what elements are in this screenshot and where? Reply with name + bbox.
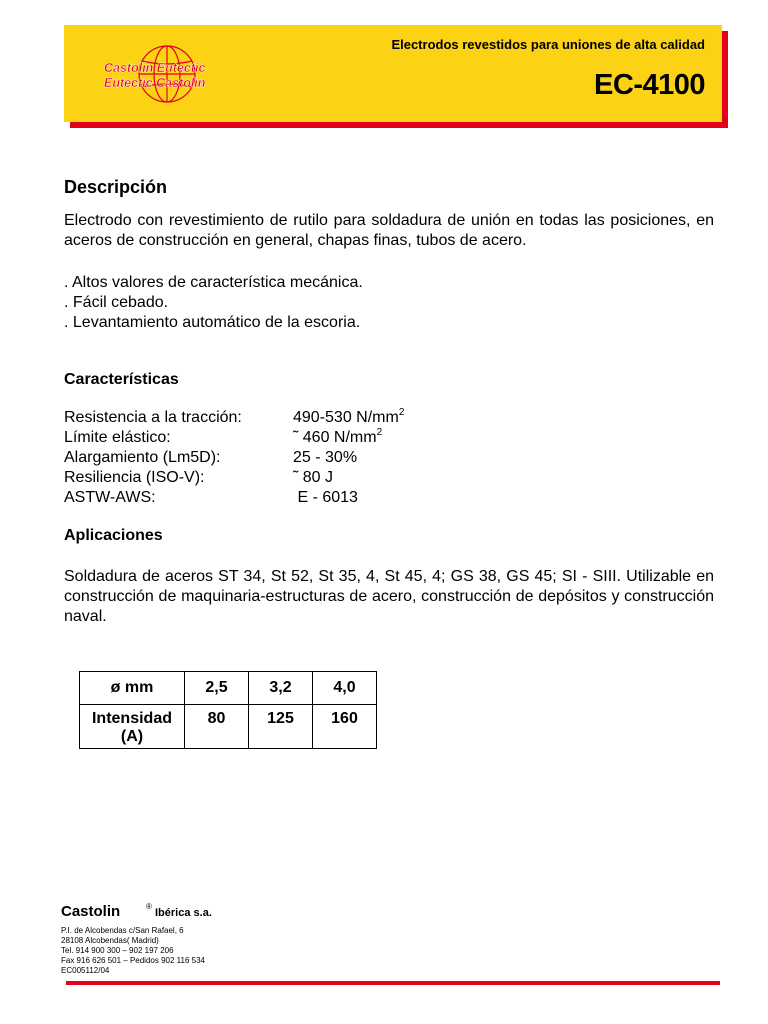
feature-list	[64, 273, 714, 333]
feature-item: . Levantamiento automático de la escoria.	[64, 314, 361, 331]
document-code: EC005112/04	[61, 966, 110, 975]
description-text: Electrodo con revestimiento de rutilo para soldadura de unión en todas las posiciones, en aceros de construcción en general, chapas finas, tubos de acero.	[64, 212, 714, 249]
table-header-cell: Intensidad (A)	[80, 705, 185, 749]
table-cell: 80	[185, 705, 249, 749]
property-value: ˜ 80 J	[293, 469, 334, 486]
product-code: EC-4100	[594, 69, 705, 101]
footer-address	[61, 926, 205, 976]
characteristics-heading: Características	[64, 371, 179, 388]
table-cell: 4,0	[313, 672, 377, 705]
feature-item: . Altos valores de característica mecánica.	[64, 274, 363, 291]
property-name: ASTW-AWS:	[64, 489, 156, 506]
applications-heading: Aplicaciones	[64, 527, 163, 544]
property-name: Resistencia a la tracción:	[64, 409, 242, 426]
castolin-iberica-logo	[61, 900, 261, 922]
property-name: Resiliencia (ISO-V):	[64, 469, 205, 486]
current-table	[79, 671, 377, 749]
table-row	[80, 705, 377, 749]
applications-text: Soldadura de aceros ST 34, St 52, St 35, 4, St 45, 4; GS 38, GS 45; SI - SIII. Utilizable en construcción de maquinaria-estructuras de acero, construcción de depósitos y construcción naval.	[64, 568, 714, 625]
footer-rule	[66, 981, 720, 985]
table-cell: 125	[249, 705, 313, 749]
footer-line: Fax 916 626 501 – Pedidos 902 116 534	[61, 956, 205, 965]
table-cell: 2,5	[185, 672, 249, 705]
description-heading: Descripción	[64, 177, 168, 197]
table-header-cell: ø mm	[80, 672, 185, 705]
table-cell: 3,2	[249, 672, 313, 705]
property-value: 25 - 30%	[293, 449, 358, 466]
svg-text:Castolin: Castolin	[61, 903, 121, 920]
footer-line: Tel. 914 900 300 – 902 197 206	[61, 946, 174, 955]
header-banner	[64, 25, 722, 122]
property-name: Alargamiento (Lm5D):	[64, 449, 221, 466]
table-cell: 160	[313, 705, 377, 749]
footer-line: 28108 Alcobendas( Madrid)	[61, 936, 159, 945]
property-value: ˜ 460 $N/mm^2$	[293, 427, 383, 446]
table-row	[80, 672, 377, 705]
castolin-eutectic-logo	[102, 43, 232, 105]
document-subtitle: Electrodos revestidos para uniones de alta calidad	[391, 37, 705, 52]
svg-text:®: ®	[146, 902, 152, 911]
property-value: 490-530 $N/mm^2$	[293, 407, 405, 426]
svg-text:Castolin Eutectic: Castolin Eutectic	[104, 61, 206, 75]
property-value: E - 6013	[293, 489, 358, 506]
footer-line: P.I. de Alcobendas c/San Rafael, 6	[61, 926, 184, 935]
svg-text:Ibérica s.a.: Ibérica s.a.	[155, 907, 212, 919]
property-name: Límite elástico:	[64, 429, 171, 446]
svg-text:Eutectic Castolin: Eutectic Castolin	[104, 76, 206, 90]
feature-item: . Fácil cebado.	[64, 294, 169, 311]
